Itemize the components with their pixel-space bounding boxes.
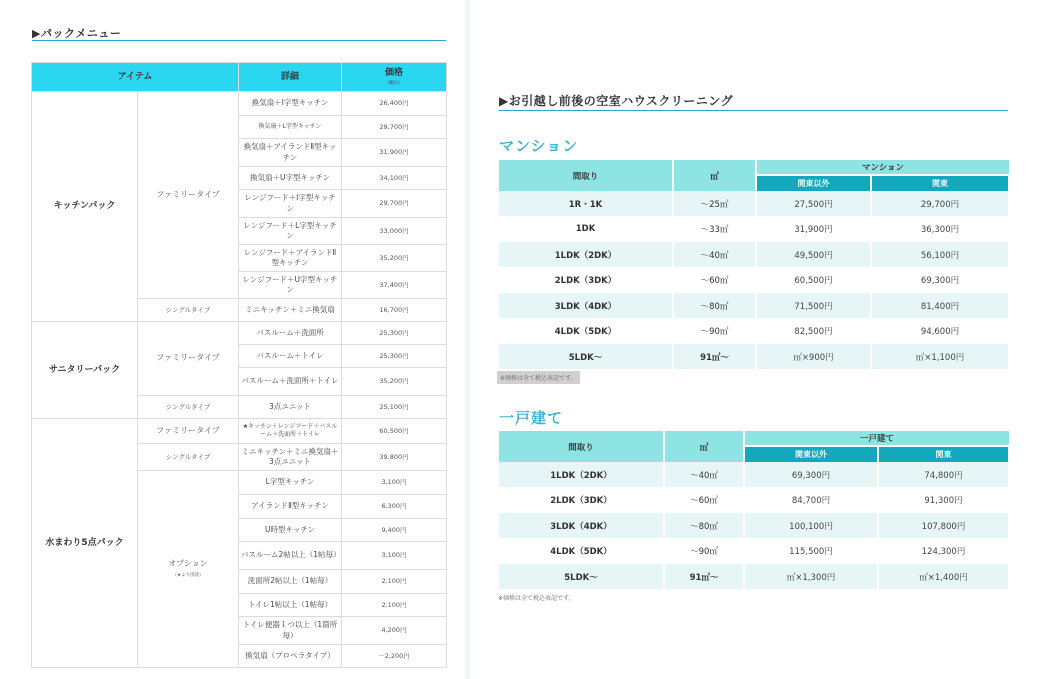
table-row: 2LDK（3DK） ～60㎡ 84,700円 91,300円 (499, 487, 1009, 513)
header-detail: 詳細 (239, 63, 342, 92)
table-row: 5LDK～ 91㎡～ ㎡×1,300円 ㎡×1,400円 (499, 564, 1009, 589)
table-row: 1LDK（2DK） ～40㎡ 49,500円 56,100円 (499, 242, 1009, 267)
mansion-header-other: 関東以外 (756, 175, 871, 191)
header-item: アイテム (32, 63, 239, 92)
table-row: キッチンパック ファミリータイプ 換気扇＋I字型キッチン 26,400円 (32, 92, 447, 116)
pack-menu-panel (0, 0, 465, 679)
table-row: 水まわり5点パック ファミリータイプ ★キッチン＋レンジフード＋バスルーム＋洗面所＋トイレ 60,500円 (32, 419, 447, 444)
table-row: 1DK ～33㎡ 31,900円 36,300円 (499, 216, 1009, 242)
house-header-other: 関東以外 (744, 446, 878, 462)
kitchen-family-type: ファミリータイプ (138, 92, 239, 299)
sanitary-pack-name: サニタリーパック (32, 322, 138, 419)
house-price-table (499, 431, 1010, 589)
table-row: レンジフード＋アイランドⅡ型キッチン 35,200円 (32, 245, 447, 272)
table-row: 洗面所2帖以上（1帖毎） 2,100円 (32, 570, 447, 594)
table-row: 3LDK（4DK） ～80㎡ 100,100円 107,800円 (499, 513, 1009, 538)
pack-menu-table (31, 62, 447, 668)
pack-header-row (32, 63, 447, 92)
water-option: オプション （★より別途） (138, 471, 239, 668)
table-row: バスルーム2帖以上（1帖毎） 3,100円 (32, 542, 447, 570)
water-single-type: シングルタイプ (138, 444, 239, 471)
header-price: 価格 （税込） (342, 63, 447, 92)
house-cleaning-title: ▶お引越し前後の空室ハウスクリーニング (499, 92, 1008, 111)
table-row: アイランドⅡ型キッチン 6,300円 (32, 495, 447, 519)
table-row: U時型キッチン 9,400円 (32, 519, 447, 542)
mansion-header-area: ㎡ (673, 160, 756, 191)
mansion-header-group: マンション (756, 160, 1009, 175)
mansion-header-layout: 間取り (499, 160, 673, 191)
kitchen-single-type: シングルタイプ (138, 299, 239, 322)
table-row: 1LDK（2DK） ～40㎡ 69,300円 74,800円 (499, 462, 1009, 487)
pack-menu-title: ▶パックメニュー (32, 25, 446, 41)
house-title: 一戸建て (499, 409, 564, 427)
table-row: オプション （★より別途） L字型キッチン 3,100円 (32, 471, 447, 495)
table-row: 換気扇＋アイランドⅡ型キッチン 31,900円 (32, 139, 447, 167)
table-row: トイレ1帖以上（1帖毎） 2,100円 (32, 594, 447, 617)
table-row: レンジフード＋I字型キッチン 29,700円 (32, 190, 447, 218)
table-row: シングルタイプ ミニキッチン＋ミニ換気扇 16,700円 (32, 299, 447, 322)
table-row: シングルタイプ 3点ユニット 25,100円 (32, 396, 447, 419)
mansion-header-kanto: 関東 (871, 175, 1009, 191)
mansion-price-table (499, 160, 1010, 369)
house-header-layout: 間取り (499, 431, 664, 462)
table-row: レンジフード＋U字型キッチン 37,400円 (32, 272, 447, 299)
mansion-tax-note: ※価格は全て税込表記です。 (497, 371, 580, 384)
house-header-kanto: 関東 (878, 446, 1009, 462)
table-row: 5LDK～ 91㎡～ ㎡×900円 ㎡×1,100円 (499, 344, 1009, 369)
table-row: 換気扇＋U字型キッチン 34,100円 (32, 167, 447, 190)
table-row: 換気扇（プロペラタイプ） －2,200円 (32, 645, 447, 668)
house-cleaning-panel (470, 0, 1037, 679)
table-row: バスルーム＋洗面所＋トイレ 35,200円 (32, 368, 447, 396)
table-row: 3LDK（4DK） ～80㎡ 71,500円 81,400円 (499, 293, 1009, 318)
sanitary-family-type: ファミリータイプ (138, 322, 239, 396)
water-family-type: ファミリータイプ (138, 419, 239, 444)
table-row: バスルーム＋トイレ 25,300円 (32, 345, 447, 368)
table-row: 2LDK（3DK） ～60㎡ 60,500円 69,300円 (499, 267, 1009, 293)
house-header-area: ㎡ (664, 431, 744, 462)
table-row: 4LDK（5DK） ～90㎡ 82,500円 94,600円 (499, 318, 1009, 344)
table-row: サニタリーパック ファミリータイプ バスルーム＋洗面所 25,300円 (32, 322, 447, 345)
house-tax-note: ※価格は全て税込表記です。 (498, 595, 575, 602)
sanitary-single-type: シングルタイプ (138, 396, 239, 419)
table-row: 換気扇＋L字型キッチン 29,700円 (32, 116, 447, 139)
table-row: 4LDK（5DK） ～90㎡ 115,500円 124,300円 (499, 538, 1009, 564)
table-row: シングルタイプ ミニキッチン＋ミニ換気扇＋3点ユニット 39,800円 (32, 444, 447, 471)
house-header-group: 一戸建て (744, 431, 1009, 446)
table-row: 1R・1K ～25㎡ 27,500円 29,700円 (499, 191, 1009, 216)
kitchen-pack-name: キッチンパック (32, 92, 138, 322)
table-row: レンジフード＋L字型キッチン 33,000円 (32, 218, 447, 245)
water-pack-name: 水まわり5点パック (32, 419, 138, 668)
table-row: トイレ便器１つ以上（1箇所毎） 4,200円 (32, 617, 447, 645)
mansion-title: マンション (499, 137, 579, 155)
